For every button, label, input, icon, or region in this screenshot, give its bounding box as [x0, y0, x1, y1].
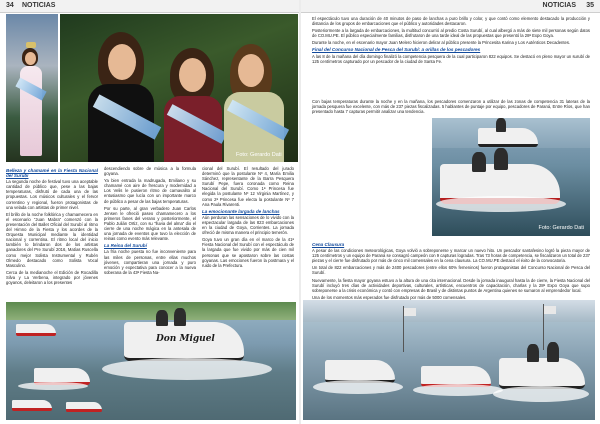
subhead-cena-clausura: Cena Clausura — [312, 242, 345, 247]
page-fold — [299, 0, 301, 424]
subhead-largada-lanchas: La emocionante largada de lanchas — [202, 208, 280, 214]
right-mid-text — [312, 99, 590, 116]
photo-credit-fishermen: Foto: Gerardo Dati — [538, 225, 584, 231]
paragraph: Un total de 822 embarcaciones y más de 2400 pescadores (entre ellos 60% femeninos) fueron protagonistas del Concurso Nacional de Pesca del Surubí. — [312, 265, 590, 276]
paragraph: Durante la noche, en el escenario mayor Juan Melero hicieron delirar al público presente la Princesita Karina y Los Auténticos Decadentes. — [312, 40, 571, 46]
left-column-3 — [202, 166, 294, 270]
left-section-title: NOTICIAS — [22, 2, 56, 9]
left-page-number: 34 — [6, 2, 14, 9]
paragraph: La segunda noche de festival tuvo una aceptable cantidad de público que, pese a las bajas temperaturas, disfrutó de cada una de las propuestas. Los músicos culturales y el fervor correntino y regional, fueron protagonistas de una velada con artistas de primer nivel. — [6, 179, 98, 210]
paragraph: Ya bien entrada la madrugada, Emiliano y su chamamé con aire de frescura y modernidad a Los Velis le pusieron ritmo de carnavalito al entusiasmo que lucía con un importante marco de público a pesar de las bajas temperaturas. — [104, 178, 196, 204]
paragraph: descendiendo sobre de música a la formula goyana. — [104, 166, 196, 177]
paragraph: La fría noche puesta no fue inconveniente para las miles de personas, entre ellas muchos jóvenes, compartieran una jornada y puro emoción y expectativa para conocer a la nueva soberana de la 43ª Fiesta Na- — [104, 249, 196, 275]
paragraph: El espectáculo tuvo una duración de 40 minutos de paso de lanchas a puro brillo y color, y que contó como elemento destacado la producción y distancia de los grupos de embarcaciones que el público y autoridades destacaron. — [312, 16, 590, 27]
photo-boats-racing — [303, 300, 595, 420]
paragraph: Posteriormente a la largada de embarcaciones, la multitud concurrió al predio Costa Surubí, al cual albergó a más de siete mil personas según datos de CO.MU.PE. El público especialmente familias, disfrutaron de una tarde ideal de las propuestas que presentó la 28ª Expo Goya. — [312, 28, 590, 39]
boat-name-label: Don Miguel — [156, 334, 215, 344]
subhead-belleza-chamame: Belleza y chamamé en la Fiesta Nacional del Surubí — [6, 168, 98, 179]
left-column-2 — [104, 166, 196, 277]
paragraph: cional del Surubí. El resultado del jurado determinó que la postulante Nº 4, María Emilia Sánchez, representante de la Barra Pesquera Surubí Pepe, fuera coronada como Reina Nacional del Surubí. Como 1ª Princesa fue elegida la postulante Nº 12 Virginia Martínez, y como 2ª Princesa fue electa la postulante Nº 7 Ana Paula Rivarenti. — [202, 166, 294, 207]
paragraph: Goya tuvo un gran día en el marco de la 41ª Fiesta Nacional del Surubí con el espectáculo de la largada que fue vivido por más de cien mil personas que se apostaron sobre las costas goyanas. Las emociones fueron la postmara y el ruido de la Prefectura. — [202, 237, 294, 268]
photo-queens-trio — [60, 14, 298, 162]
paragraph: A pesar de las condiciones meteorológicas, Goya volvió a sobreponerse y marcar un nuevo hito. Un pescador santafesino logró la pieza mayor de 125 centímetros y un equipo de Paraná se consagró campeón con 9 capturas logradas. Tras 73 horas de competencia, se fiscalizaron un total de 237 piezas y el cierre fue disfrutado por más de cinco mil comensales en la cena clausura. La CO.MU.PE destacó el éxito de la convocatoria. — [312, 248, 590, 264]
paragraph: A las 8 de la mañana del día domingo finalizó la competencia pesquera de la cual participaron 822 equipos. Se destacó en pleno mayor un surubí de 125 centímetros capturado por un pescador de la ciudad de Santa Fe. — [312, 53, 590, 64]
left-column-1 — [6, 166, 98, 287]
paragraph: Una de los momentos más esperados fue disfrutado por más de 5000 comensales. — [312, 294, 467, 300]
photo-boats-launch — [6, 302, 296, 420]
paragraph: El brillo de la noche folklórica y chamamecera en el escenario “Juan Mabra” comenzó con la presentación del Ballet Oficial del Surubí al ritmo del Himno de la Fiesta y los acordes de la Orquesta Municipal mediante la identidad nacional y correntina. El ritmo local del inicio también lo brindaron dos de los artistas ganadores del Pre Surubí 2016, Matías Ruscella como mejor Solista Instrumental y Rubén Olmedo destacado como Solista Vocal Masculino. — [6, 211, 98, 268]
right-intro-text — [312, 16, 590, 66]
photo-queen-on-stage — [6, 14, 58, 162]
paragraph: Con bajas temperaturas durante la noche y en la mañana, los pescadores comenzaron a utilizar de las zonas de competencia 31 lateras de la jornada pesquera fue excelente, con más de 237 piezas fiscalizadas. 5 hablantes de puntaje por equipo, pescadores de Paraná, Entre Ríos, que han presentado hasta 7 capturas permitir analizar una tendencia. — [312, 99, 590, 115]
subhead-final-concurso: Final del Concurso Nacional de Pesca del Surubí: a orillas de los pescadores — [312, 47, 481, 53]
paragraph: Cerca de la medianoche el Edición de Rocadilla Silva y La Verbena, integrado por jóvenes goyanos, deleitaron a los presentes — [6, 269, 98, 285]
paragraph: Por su parte, al gran verbadero Juan Carlos Jensen le ofreció paseo chamamecero a los primeros fanes del verano y posteriormente, el Pablo Julián Ortiz, con su “lluvia del alma” dio el cierre de una noche mágica en la antesala de una jornada de eventos que tuvo la elección de reinas como evento más relevante. — [104, 205, 196, 242]
right-page-number: 35 — [586, 2, 594, 9]
photo-credit-queens: Foto: Gerardo Dati — [236, 152, 282, 158]
right-section-title: NOTICIAS — [542, 2, 576, 9]
paragraph: Aún perduran las sensaciones de lo vivido con la espectacular largada de las 823 embarcaciones en la ciudad de Goya, Corrientes. La jornada ofreció de misma manera el principio temerón. — [202, 214, 294, 236]
subhead-reina-surubi: La Reina del Surubí — [104, 243, 147, 249]
photo-fishermen-boat — [432, 118, 590, 236]
paragraph: Nuevamente, la fiesta mayor goyana estuvo a la altura de una cita internacional. Desde la jornada inaugural hasta la de cierre, la Fiesta Nacional del Surubí incluyó tres días de actividades deportivas, culturales, artísticas, encuentros de capacitación, charlas y la 28ª Expo Goya que supo sobreponerse a la crisis económica y contó con empresas de Brasil y de distintas puntos de Argentina quienes se sumaron al emprendedor local. — [312, 277, 590, 293]
